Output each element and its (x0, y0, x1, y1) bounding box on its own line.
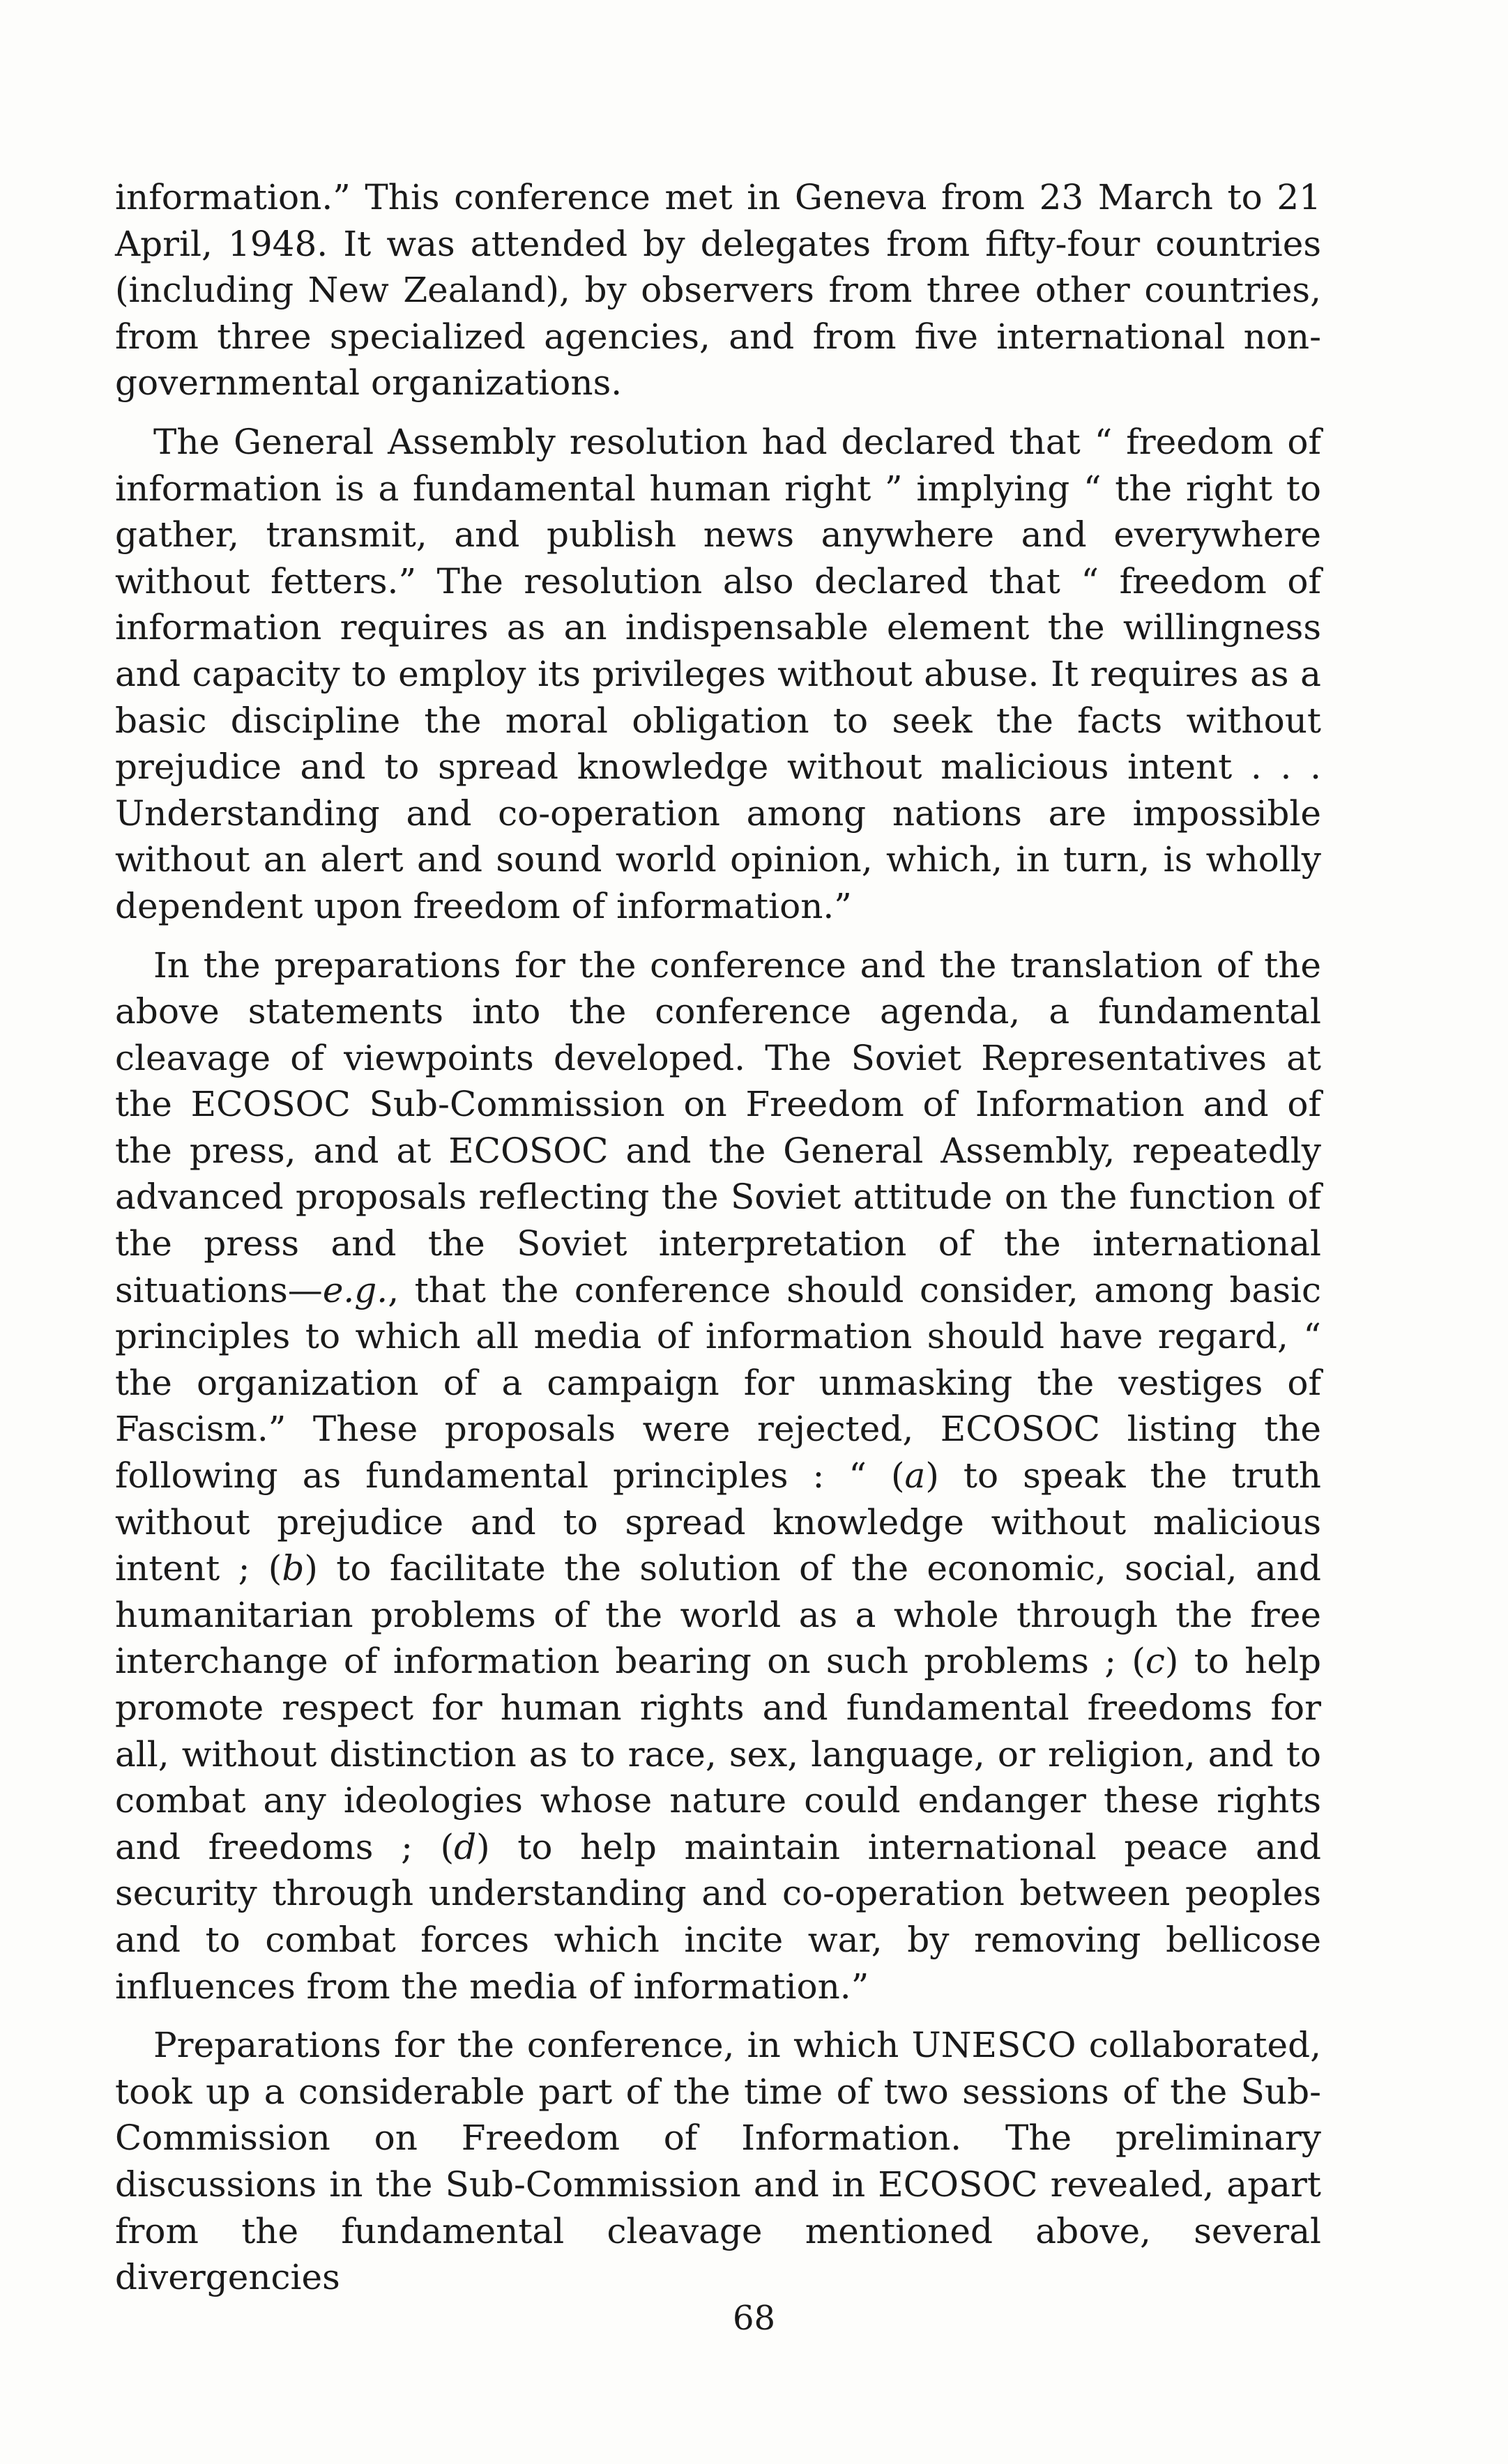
text-run: information.” This conference met in Geneva from 23 March to 21 April, 1948. It was attended by delegates from fifty-four countries (including New Zealand), by observers from three other countries, from three specialized agencies, and from five international non-governmental organizations. (115, 177, 1321, 404)
text-run: ) to help promote respect for human rights and fundamental freedoms for all, without distinction as to race, sex, language, or religion, and to combat any ideologies whose nature could endanger these rights and freedoms ; ( (115, 1641, 1321, 1867)
text-run: ) to facilitate the solution of the economic, social, and humanitarian problems of the world as a whole through the free interchange of information bearing on such problems ; ( (115, 1548, 1321, 1682)
text-run: ) to speak the truth without prejudice and to spread knowledge without malicious intent ; ( (115, 1455, 1321, 1589)
paragraph-3 (115, 942, 1321, 2010)
text-run: , that the conference should consider, among basic principles to which all media of information should have regard, “ the organization of a campaign for unmasking the vestiges of Fascism.” These proposals were rejected, ECOSOC listing the following as fundamental principles : “ ( (115, 1269, 1321, 1497)
italic-text: e.g. (322, 1269, 388, 1310)
italic-text: c (1145, 1641, 1165, 1682)
italic-text: b (282, 1548, 305, 1589)
text-run: The General Assembly resolution had declared that “ freedom of information is a fundamental human right ” implying “ the right to gather, transmit, and publish news anywhere and everywhere without fetters.” The resolution also declared that “ freedom of information requires as an indispensable element the willingness and capacity to employ its privileges without abuse. It requires as a basic discipline the moral obligation to seek the facts without prejudice and to spread knowledge without malicious intent . . . Understanding and co-operation among nations are impossible without an alert and sound world opinion, which, in turn, is wholly dependent upon freedom of information.” (115, 421, 1321, 926)
page-number: 68 (732, 2299, 776, 2338)
italic-text: a (904, 1455, 926, 1497)
text-run: In the preparations for the conference and the translation of the above statements into the conference agenda, a fundamental cleavage of viewpoints developed. The Soviet Representatives at the ECOSOC Sub-Commission on Freedom of Information and of the press, and at ECOSOC and the General Assembly, repeatedly advanced proposals reflecting the Soviet attitude on the function of the press and the Soviet interpretation of the international situations— (115, 944, 1321, 1310)
paragraph-2 (115, 419, 1321, 930)
italic-text: d (454, 1826, 477, 1867)
paragraph-1 (115, 174, 1321, 406)
paragraph-4 (115, 2022, 1321, 2301)
text-run: ) to help maintain international peace and security through understanding and co-operation between peoples and to combat forces which incite war, by removing bellicose influences from the media of information.” (115, 1826, 1321, 2007)
body-text (115, 174, 1321, 2313)
text-run: Preparations for the conference, in which UNESCO collaborated, took up a considerable part of the time of two sessions of the Sub-Commission on Freedom of Information. The preliminary discussions in the Sub-Commission and in ECOSOC revealed, apart from the fundamental cleavage mentioned above, several divergencies (115, 2025, 1321, 2298)
